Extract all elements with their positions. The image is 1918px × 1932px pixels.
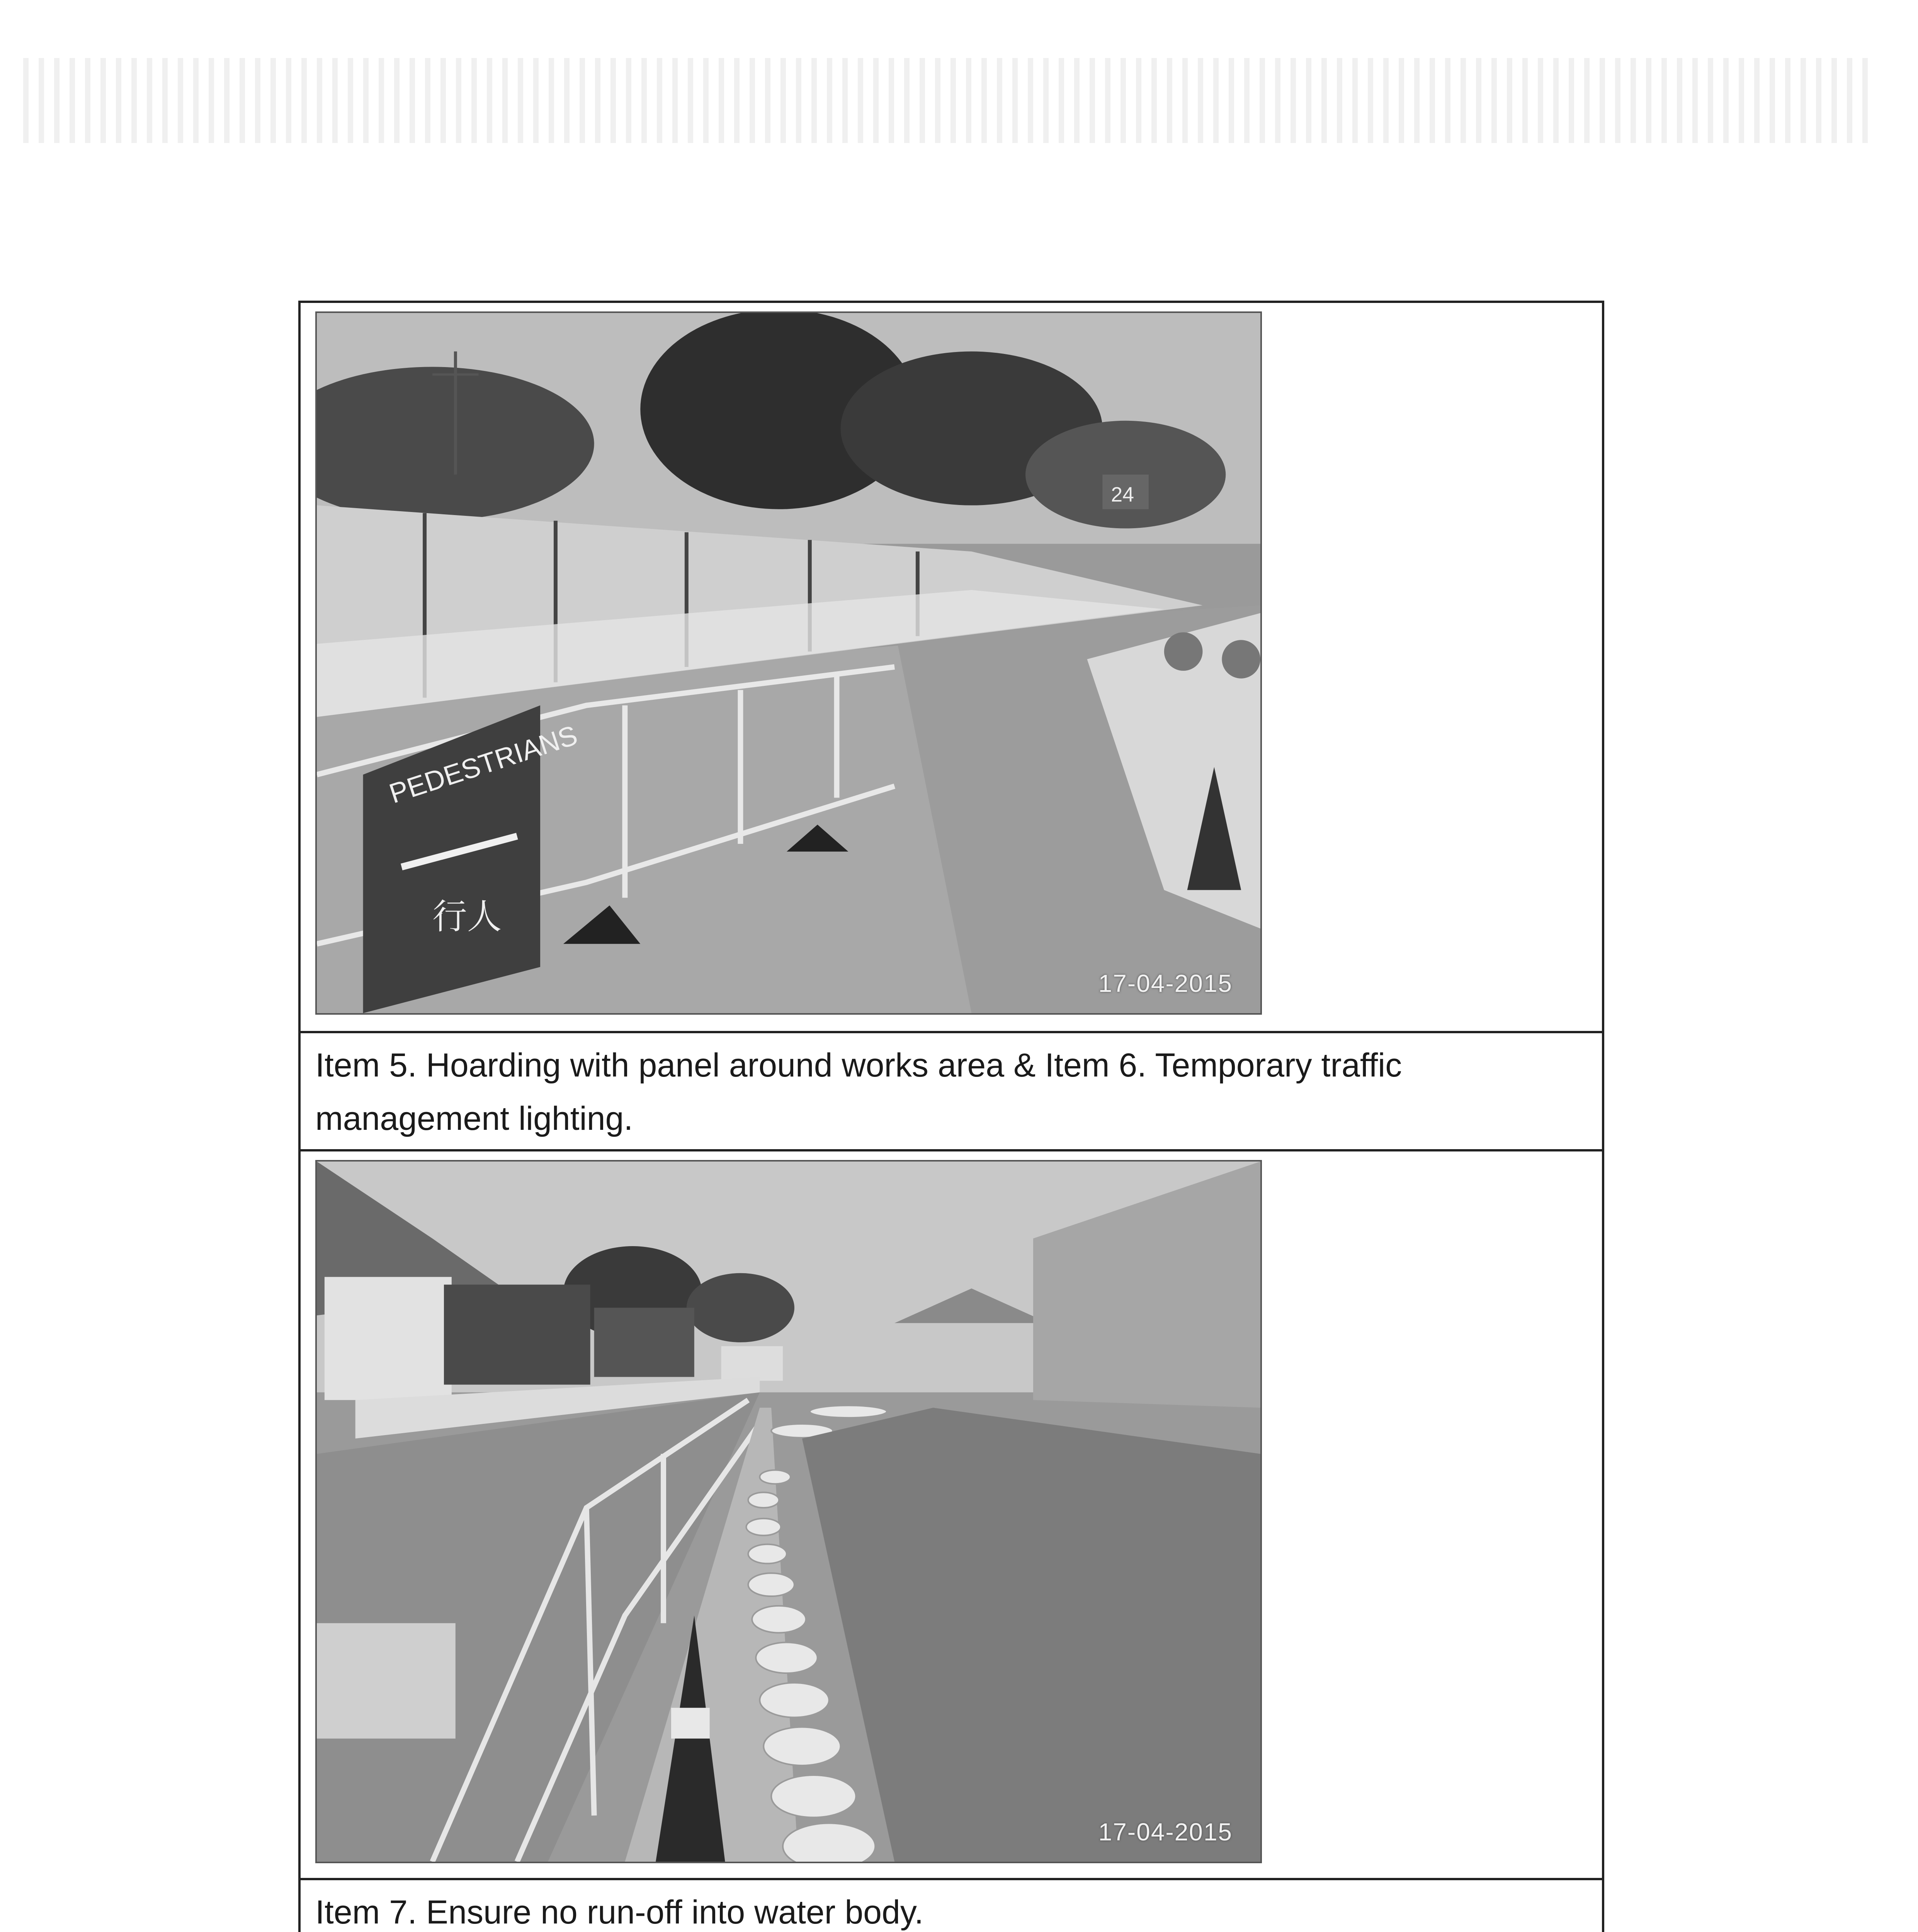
photo-hoarding-and-lighting (315, 311, 1262, 1015)
scan-header-artifact (23, 58, 1878, 143)
speed-limit-sign-text: 24 (1111, 483, 1134, 506)
photo-cell-item-7 (301, 1151, 1602, 1880)
caption-item-5-6: Item 5. Hoarding with panel around works area & Item 6. Temporary traffic management lighting. (301, 1033, 1602, 1151)
photo-date-stamp: 17-04-2015 (1098, 1818, 1233, 1846)
photo-cell-item-5-6 (301, 303, 1602, 1033)
sign-text-chinese: 行人 (432, 897, 502, 937)
photo-hoarding-image (317, 313, 1260, 1013)
photo-sandbags-runoff (315, 1160, 1262, 1863)
photo-runoff-image (317, 1162, 1260, 1862)
photo-date-stamp: 17-04-2015 (1098, 969, 1233, 997)
photo-record-table (298, 301, 1604, 1932)
sign-text-pedestrians: PEDESTRIANS (385, 719, 582, 810)
caption-item-7: Item 7. Ensure no run-off into water body. (315, 1894, 924, 1931)
